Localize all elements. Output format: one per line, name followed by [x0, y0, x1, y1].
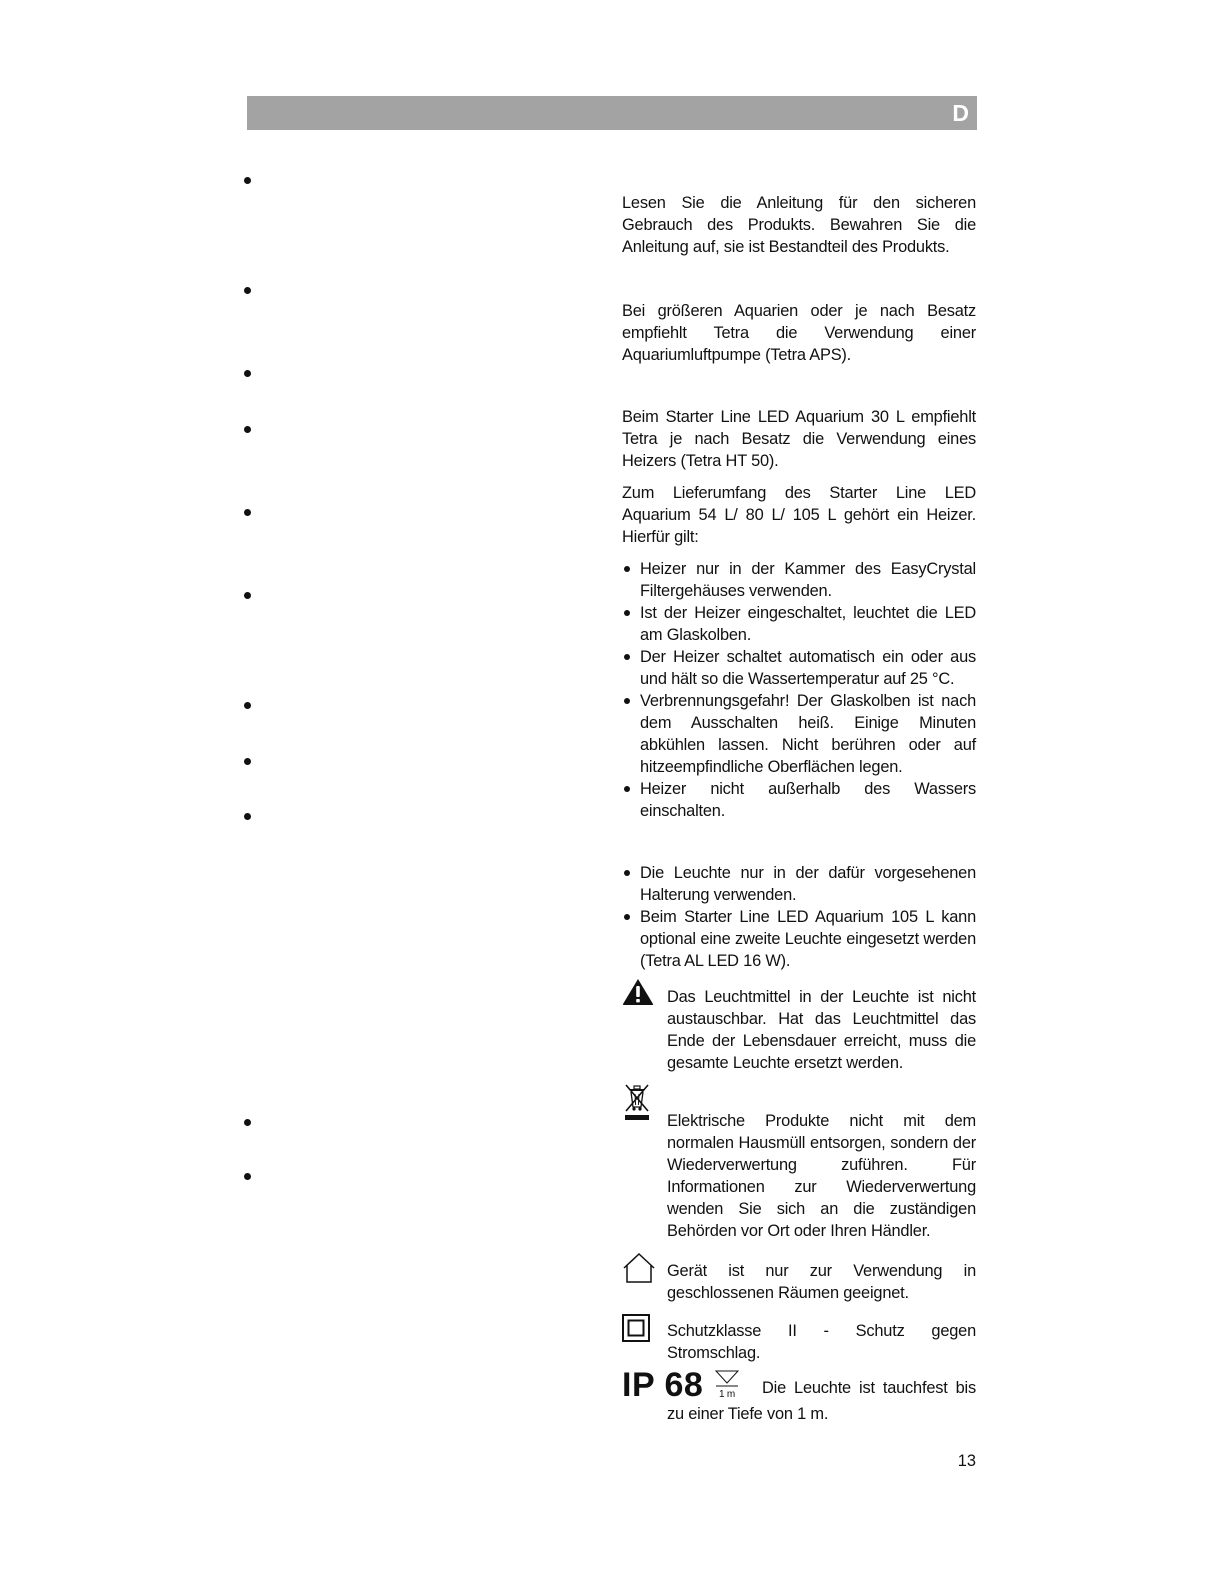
crossed-out-bin-icon [622, 1082, 652, 1122]
ip-text-line2: zu einer Tiefe von 1 m. [667, 1405, 829, 1423]
list-item: Die Leuchte nur in der dafür vorgesehenen Halterung verwenden. [622, 862, 976, 906]
list-item: Der Heizer schaltet automatisch ein oder aus und hält so die Wassertemperatur auf 25 °C. [622, 646, 976, 690]
indoor-note [622, 1260, 976, 1304]
heater-bullet-list [622, 558, 976, 822]
double-square-icon [622, 1314, 650, 1342]
left-bullet [244, 1173, 251, 1180]
list-item: Beim Starter Line LED Aquarium 105 L kann optional eine zweite Leuchte eingesetzt werden (Tetra AL LED 16 W). [622, 906, 976, 972]
intro-paragraph: Lesen Sie die Anleitung für den sicheren Gebrauch des Produkts. Bewahren Sie die Anleitung auf, sie ist Bestandteil des Produkts. [622, 194, 976, 256]
list-item: Heizer nicht außerhalb des Wassers einschalten. [622, 778, 976, 822]
protection-class-note [622, 1320, 976, 1364]
ip-rating-line [622, 1366, 976, 1404]
ip-rating: IP 68 [622, 1366, 704, 1404]
list-item: Ist der Heizer eingeschaltet, leuchtet die LED am Glaskolben. [622, 602, 976, 646]
left-bullet [244, 1119, 251, 1126]
left-bullet [244, 509, 251, 516]
left-bullet [244, 426, 251, 433]
page-number: 13 [957, 1452, 976, 1470]
left-bullet [244, 370, 251, 377]
language-code: D [952, 100, 969, 126]
list-item: Verbrennungsgefahr! Der Glaskolben ist nach dem Ausschalten heiß. Einige Minuten abkühlen lassen. Nicht berühren oder auf hitzeempfindliche Oberflächen legen. [622, 690, 976, 778]
disposal-text: Elektrische Produkte nicht mit dem normalen Hausmüll entsorgen, sondern der Wiederverwertung zuführen. Für Informationen zur Wiederverwertung wenden Sie sich an die zuständigen Behörden vor Ort oder Ihren Händler. [667, 1112, 976, 1240]
protection-class-text: Schutzklasse II - Schutz gegen Stromschlag. [667, 1322, 976, 1362]
warning-text: Das Leuchtmittel in der Leuchte ist nicht austauschbar. Hat das Leuchtmittel das Ende der Lebensdauer erreicht, muss die gesamte Leuchte ersetzt werden. [667, 988, 976, 1072]
list-item: Heizer nur in der Kammer des EasyCrystal Filtergehäuses verwenden. [622, 558, 976, 602]
heater-30l-paragraph: Beim Starter Line LED Aquarium 30 L empfiehlt Tetra je nach Besatz die Verwendung eines Heizers (Tetra HT 50). [622, 408, 976, 470]
left-bullet [244, 592, 251, 599]
disposal-note [622, 1086, 976, 1242]
right-column [622, 192, 976, 1425]
ip-text-line1: Die Leuchte ist tauchfest bis [762, 1379, 976, 1397]
indoor-text: Gerät ist nur zur Verwendung in geschlossenen Räumen geeignet. [667, 1262, 976, 1302]
left-bullet [244, 813, 251, 820]
section-header-bar [247, 96, 977, 130]
house-icon [622, 1252, 656, 1284]
left-bullet [244, 702, 251, 709]
warning-note [622, 986, 976, 1074]
left-bullet [244, 177, 251, 184]
ip-depth-label: 1 m [718, 1389, 736, 1399]
submersion-depth-icon [714, 1369, 740, 1399]
left-bullet [244, 287, 251, 294]
left-bullet [244, 758, 251, 765]
heater-included-paragraph: Zum Lieferumfang des Starter Line LED Aquarium 54 L/ 80 L/ 105 L gehört ein Heizer. Hierfür gilt: [622, 484, 976, 546]
air-pump-paragraph: Bei größeren Aquarien oder je nach Besatz empfiehlt Tetra die Verwendung einer Aquariumluftpumpe (Tetra APS). [622, 302, 976, 364]
warning-triangle-icon [622, 978, 654, 1006]
lamp-bullet-list [622, 862, 976, 972]
